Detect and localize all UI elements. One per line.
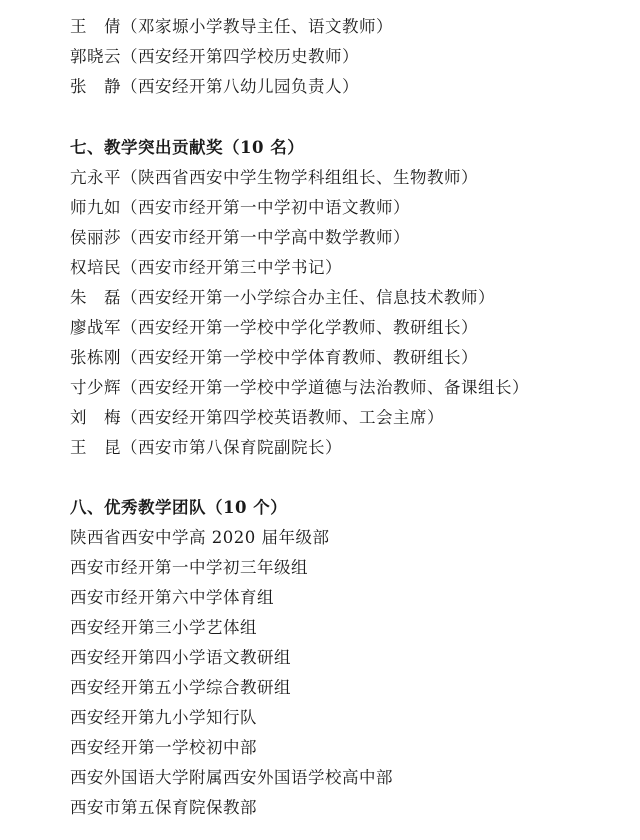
list-item: 西安市经开第六中学体育组 <box>70 588 274 607</box>
list-item: 亢永平（陕西省西安中学生物学科组组长、生物教师） <box>70 168 478 187</box>
list-item: 西安经开第五小学综合教研组 <box>70 678 291 697</box>
list-item: 王 昆（西安市第八保育院副院长） <box>70 438 342 457</box>
section-heading: 八、优秀教学团队（10 个） <box>70 498 288 517</box>
list-item: 西安经开第九小学知行队 <box>70 708 257 727</box>
list-item: 张栋刚（西安经开第一学校中学体育教师、教研组长） <box>70 348 478 367</box>
list-item: 师九如（西安市经开第一中学初中语文教师） <box>70 198 410 217</box>
list-item: 西安经开第一学校初中部 <box>70 738 257 757</box>
list-item: 西安经开第四小学语文教研组 <box>70 648 291 667</box>
list-item: 张 静（西安经开第八幼儿园负责人） <box>70 77 359 96</box>
list-item: 朱 磊（西安经开第一小学综合办主任、信息技术教师） <box>70 288 495 307</box>
list-item: 西安经开第三小学艺体组 <box>70 618 257 637</box>
list-item: 寸少辉（西安经开第一学校中学道德与法治教师、备课组长） <box>70 378 529 397</box>
list-item: 西安市第五保育院保教部 <box>70 798 257 817</box>
list-item: 刘 梅（西安经开第四学校英语教师、工会主席） <box>70 408 444 427</box>
list-item: 西安外国语大学附属西安外国语学校高中部 <box>70 768 393 787</box>
list-item: 王 倩（邓家塬小学教导主任、语文教师） <box>70 17 393 36</box>
list-item: 郭晓云（西安经开第四学校历史教师） <box>70 47 359 66</box>
section-heading: 七、教学突出贡献奖（10 名） <box>70 138 305 157</box>
list-item: 廖战军（西安经开第一学校中学化学教师、教研组长） <box>70 318 478 337</box>
list-item: 权培民（西安市经开第三中学书记） <box>70 258 342 277</box>
list-item: 陕西省西安中学高 2020 届年级部 <box>70 528 330 547</box>
list-item: 西安市经开第一中学初三年级组 <box>70 558 308 577</box>
list-item: 侯丽莎（西安市经开第一中学高中数学教师） <box>70 228 410 247</box>
